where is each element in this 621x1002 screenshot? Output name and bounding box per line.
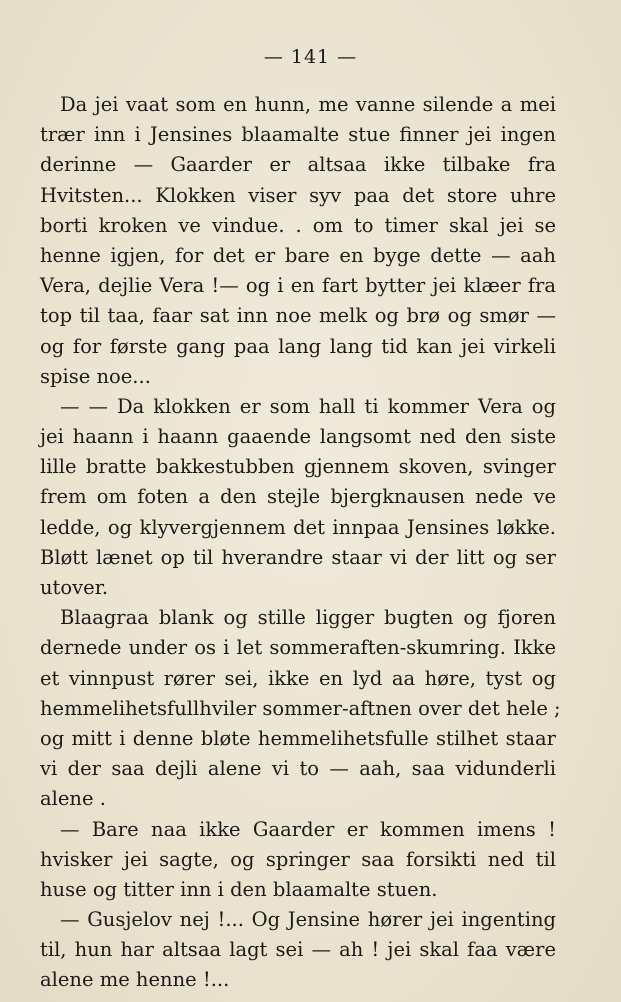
text-line: top til taa, faar sat inn noe melk og brø og smør — (40, 304, 556, 328)
text-line: spise noe... (40, 364, 151, 388)
text-line: til, hun har altsaa lagt sei — ah ! jei skal faa være (40, 938, 556, 962)
text-line: hvisker jei sagte, og springer saa forsikti ned til (40, 847, 556, 871)
text-line: Vera, dejlie Vera !— og i en fart bytter jei klæer fra (40, 274, 556, 298)
text-line: ledde, og klyvergjennem det innpaa Jensines løkke. (40, 515, 556, 539)
text-line: og mitt i denne bløte hemmelihetsfulle stilhet staar (40, 726, 556, 750)
text-line: derinne — Gaarder er altsaa ikke tilbake fra (40, 153, 556, 177)
text-line: Da jei vaat som en hunn, me vanne silende a mei (60, 93, 556, 116)
text-line: — Gusjelov nej !... Og Jensine hører jei ingenting (60, 908, 556, 932)
text-line: — Bare naa ikke Gaarder er kommen imens ! (60, 817, 556, 841)
text-line: alene . (40, 787, 106, 811)
text-line: lille bratte bakkestubben gjennem skoven, svinger (40, 455, 556, 479)
text-line: hemmelihetsfullhviler sommer-aftnen over det hele ; (40, 696, 561, 720)
page-number: — 141 — (263, 46, 358, 68)
text-line: og for første gang paa lang lang tid kan jei virkeli (40, 334, 556, 358)
text-line: alene me henne !... (40, 968, 230, 992)
text-line: huse og titter inn i den blaamalte stuen. (40, 877, 438, 901)
text-line: dernede under os i let sommeraften-skumring. Ikke (40, 636, 556, 660)
text-line: borti kroken ve vindue. . om to timer skal jei se (40, 213, 556, 237)
text-line: Blaagraa blank og stille ligger bugten og fjoren (60, 606, 556, 630)
text-line: utover. (40, 576, 109, 599)
text-line: Hvitsten... Klokken viser syv paa det store uhre (40, 183, 556, 207)
text-line: trær inn i Jensines blaamalte stue finner jei ingen (40, 123, 556, 147)
text-line: — — Da klokken er som hall ti kommer Vera og (60, 394, 556, 418)
text-line: vi der saa dejli alene vi to — aah, saa vidunderli (40, 757, 556, 781)
text-line: jei haann i haann gaaende langsomt ned den siste (40, 425, 556, 449)
text-line: henne igjen, for det er bare en byge dette — aah (40, 243, 556, 267)
body-text (40, 90, 561, 996)
text-line: et vinnpust rører sei, ikke en lyd aa høre, tyst og (40, 666, 556, 690)
text-line: Bløtt lænet op til hverandre staar vi der litt og ser (40, 545, 556, 569)
text-line: frem om foten a den stejle bjergknausen nede ve (40, 485, 556, 509)
